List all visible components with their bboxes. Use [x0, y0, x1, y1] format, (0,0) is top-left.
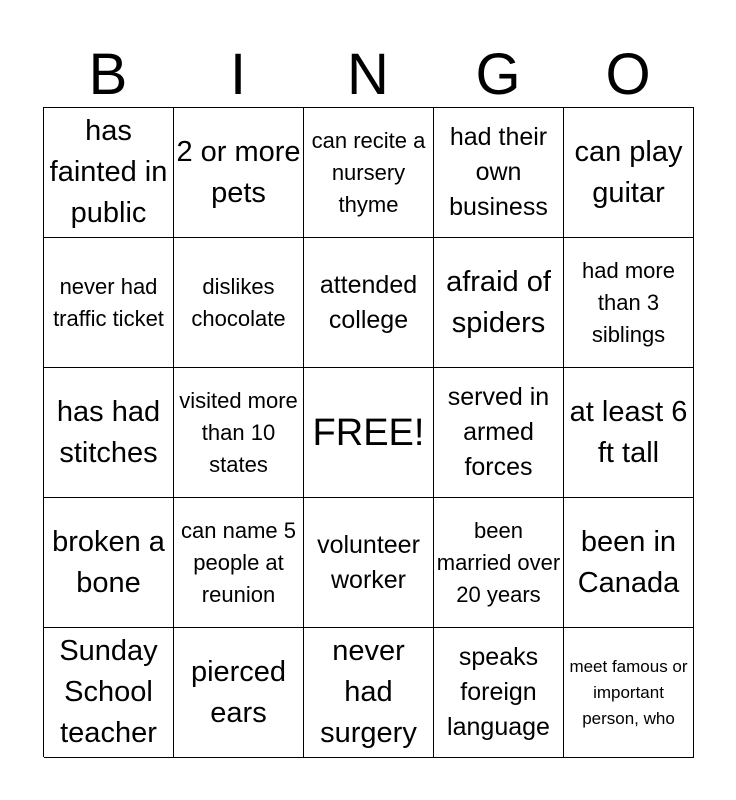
header-letter-n: N — [347, 42, 389, 107]
cell-text: pierced ears — [190, 655, 287, 729]
bingo-cell[interactable] — [304, 238, 434, 368]
cell-text: has had stitches — [56, 395, 161, 469]
cell-text: Sunday School teacher — [59, 635, 158, 749]
bingo-cell[interactable] — [44, 498, 174, 628]
cell-text: visited more than 10 states — [179, 387, 298, 477]
cell-text: volunteer worker — [317, 530, 420, 594]
bingo-cell[interactable] — [434, 108, 564, 238]
bingo-cell[interactable] — [44, 108, 174, 238]
bingo-cell[interactable] — [564, 498, 694, 628]
bingo-cell[interactable] — [434, 498, 564, 628]
header-letter-g: G — [475, 42, 521, 107]
bingo-cell[interactable] — [564, 108, 694, 238]
bingo-cell[interactable] — [174, 368, 304, 498]
bingo-cell[interactable] — [174, 238, 304, 368]
cell-text: can recite a nursery thyme — [311, 127, 426, 217]
free-space-cell[interactable] — [304, 368, 434, 498]
cell-text: been in Canada — [577, 525, 680, 599]
cell-text: attended college — [319, 270, 418, 334]
header-letter-o: O — [605, 42, 651, 107]
bingo-cell[interactable] — [564, 368, 694, 498]
bingo-cell[interactable] — [304, 498, 434, 628]
bingo-header — [43, 42, 693, 108]
header-letter-b: B — [88, 42, 128, 107]
bingo-cell[interactable] — [564, 628, 694, 758]
bingo-cell[interactable] — [44, 368, 174, 498]
cell-text: speaks foreign language — [447, 643, 550, 741]
bingo-cell[interactable] — [434, 238, 564, 368]
bingo-cell[interactable] — [44, 628, 174, 758]
cell-text: can name 5 people at reunion — [181, 517, 296, 607]
cell-text: meet famous or important person, who — [569, 656, 688, 728]
bingo-board — [43, 107, 694, 757]
cell-text: can play guitar — [574, 135, 683, 209]
cell-text: 2 or more pets — [176, 135, 301, 209]
bingo-cell[interactable] — [174, 628, 304, 758]
bingo-cell[interactable] — [434, 628, 564, 758]
free-space-text: FREE! — [312, 411, 425, 454]
bingo-cell[interactable] — [174, 108, 304, 238]
cell-text: never had traffic ticket — [53, 273, 164, 331]
cell-text: had their own business — [449, 123, 548, 221]
bingo-cell[interactable] — [304, 108, 434, 238]
cell-text: served in armed forces — [447, 383, 550, 481]
cell-text: had more than 3 siblings — [582, 257, 675, 347]
cell-text: never had surgery — [320, 635, 417, 749]
cell-text: been married over 20 years — [436, 517, 561, 607]
cell-text: broken a bone — [52, 525, 165, 599]
cell-text: has fainted in public — [49, 115, 168, 229]
bingo-cell[interactable] — [564, 238, 694, 368]
cell-text: at least 6 ft tall — [569, 395, 688, 469]
cell-text: dislikes chocolate — [191, 273, 286, 331]
header-letter-i: I — [229, 42, 247, 107]
cell-text: afraid of spiders — [446, 265, 551, 339]
bingo-cell[interactable] — [304, 628, 434, 758]
bingo-cell[interactable] — [44, 238, 174, 368]
bingo-cell[interactable] — [434, 368, 564, 498]
bingo-cell[interactable] — [174, 498, 304, 628]
